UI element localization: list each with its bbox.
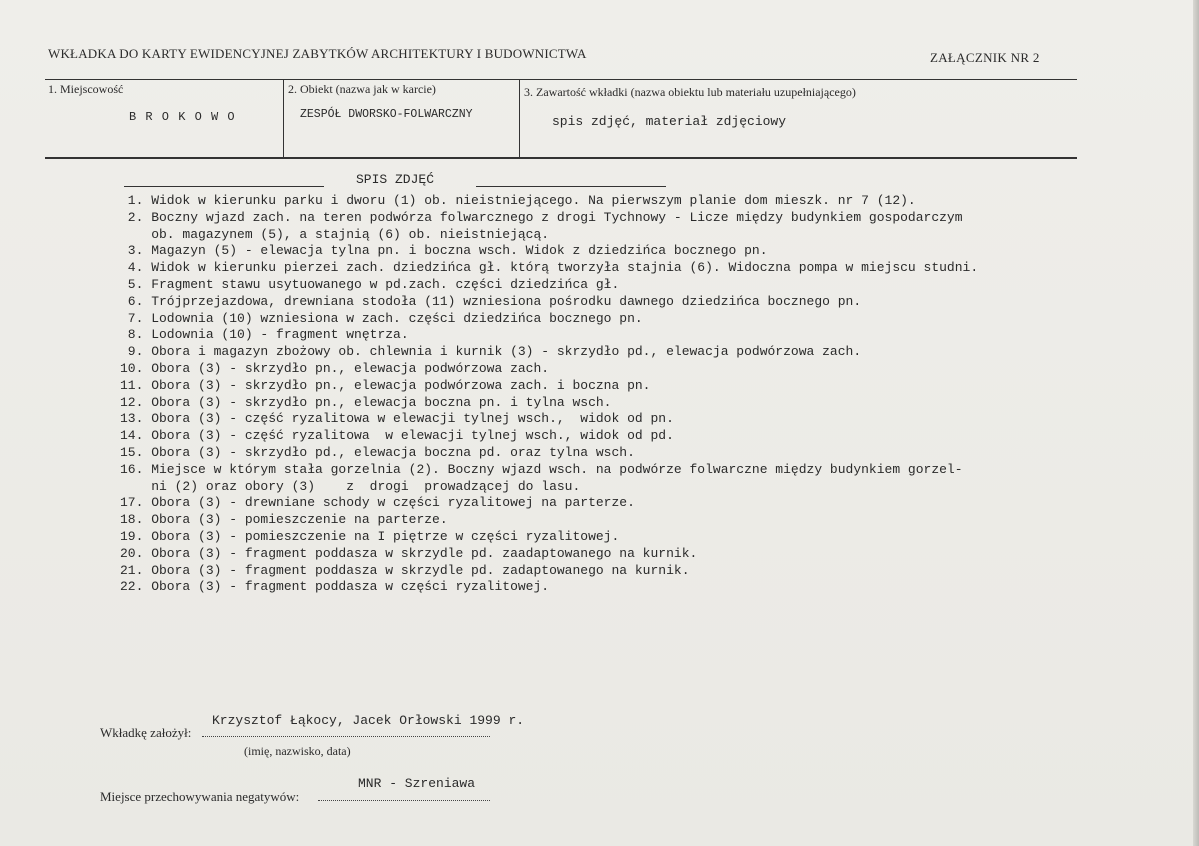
list-item: 17. Obora (3) - drewniane schody w części ryzalitowej na parterze. [120,495,635,511]
content-label: 3. Zawartość wkładki (nazwa obiektu lub materiału uzupełniającego) [524,85,856,99]
list-item: 10. Obora (3) - skrzydło pn., elewacja podwórzowa zach. [120,360,550,376]
list-item: 18. Obora (3) - pomieszczenie na parterze. [120,512,448,528]
list-item: 11. Obora (3) - skrzydło pn., elewacja podwórzowa zach. i boczna pn. [120,377,651,393]
form-title: WKŁADKA DO KARTY EWIDENCYJNEJ ZABYTKÓW ARCHITEKTURY I BUDOWNICTWA [48,46,587,61]
list-item: 21. Obora (3) - fragment poddasza w skrzydle pd. zadaptowanego na kurnik. [120,562,690,578]
list-item: 2. Boczny wjazd zach. na teren podwórza folwarcznego z drogi Tychnowy - Licze między budynkiem gospodarczym [120,209,963,225]
list-item: 19. Obora (3) - pomieszczenie na I piętrze w części ryzalitowej. [120,528,620,544]
table-divider-2 [519,79,520,158]
list-item: 14. Obora (3) - część ryzalitowa w elewacji tylnej wsch., widok od pd. [120,428,674,444]
list-item: ob. magazynem (5), a stajnią (6) ob. nieistniejącą. [120,226,550,242]
table-top-rule [45,79,1077,80]
storage-dotted-line [318,800,490,801]
title-rule-right [476,186,666,187]
paper-edge [1193,0,1199,846]
list-title: SPIS ZDJĘĆ [356,172,435,187]
content-value: spis zdjęć, materiał zdjęciowy [552,114,787,129]
title-rule-left [124,186,324,187]
list-item: 13. Obora (3) - część ryzalitowa w elewacji tylnej wsch., widok od pn. [120,411,674,427]
list-item: 6. Trójprzejazdowa, drewniana stodoła (11) wzniesiona pośrodku dawnego dziedzińca bocznego pn. [120,293,862,309]
founded-value: Krzysztof Łąkocy, Jacek Orłowski 1999 r. [212,713,525,728]
list-item: 7. Lodownia (10) wzniesiona w zach. części dziedzińca bocznego pn. [120,310,643,326]
locality-value: B R O K O W O [129,110,236,124]
table-divider-1 [283,79,284,158]
list-item: 4. Widok w kierunku pierzei zach. dziedzińca gł. którą tworzyła stajnia (6). Widoczna pompa w miejscu studni. [120,260,979,276]
founded-hint: (imię, nazwisko, data) [244,744,351,758]
founded-dotted-line [202,736,490,737]
storage-value: MNR - Szreniawa [358,776,476,791]
locality-label: 1. Miejscowość [48,82,124,96]
list-item: 5. Fragment stawu usytuowanego w pd.zach. części dziedzińca gł. [120,276,620,292]
list-item: 16. Miejsce w którym stała gorzelnia (2). Boczny wjazd wsch. na podwórze folwarczne między budynkiem gorzel- [120,461,963,477]
list-item: 12. Obora (3) - skrzydło pn., elewacja boczna pn. i tylna wsch. [120,394,612,410]
list-item: 8. Lodownia (10) - fragment wnętrza. [120,327,409,343]
list-item: 22. Obora (3) - fragment poddasza w części ryzalitowej. [120,579,550,595]
photo-list [120,193,978,596]
object-label: 2. Obiekt (nazwa jak w karcie) [288,82,436,96]
list-item: 3. Magazyn (5) - elewacja tylna pn. i boczna wsch. Widok z dziedzińca bocznego pn. [120,243,768,259]
annex-number: ZAŁĄCZNIK NR 2 [930,50,1040,65]
storage-label: Miejsce przechowywania negatywów: [100,789,300,804]
list-item: ni (2) oraz obory (3) z drogi prowadzącej do lasu. [120,478,581,494]
founded-label: Wkładkę założył: [100,725,192,740]
object-value: ZESPÓŁ DWORSKO-FOLWARCZNY [300,108,473,121]
list-item: 20. Obora (3) - fragment poddasza w skrzydle pd. zaadaptowanego na kurnik. [120,545,698,561]
list-item: 9. Obora i magazyn zbożowy ob. chlewnia i kurnik (3) - skrzydło pd., elewacja podwórzowa zach. [120,344,862,360]
table-bottom-rule [45,157,1077,159]
list-item: 1. Widok w kierunku parku i dworu (1) ob. nieistniejącego. Na pierwszym planie dom mieszk. nr 7 (12). [120,193,916,208]
list-item: 15. Obora (3) - skrzydło pd., elewacja boczna pd. oraz tylna wsch. [120,444,635,460]
